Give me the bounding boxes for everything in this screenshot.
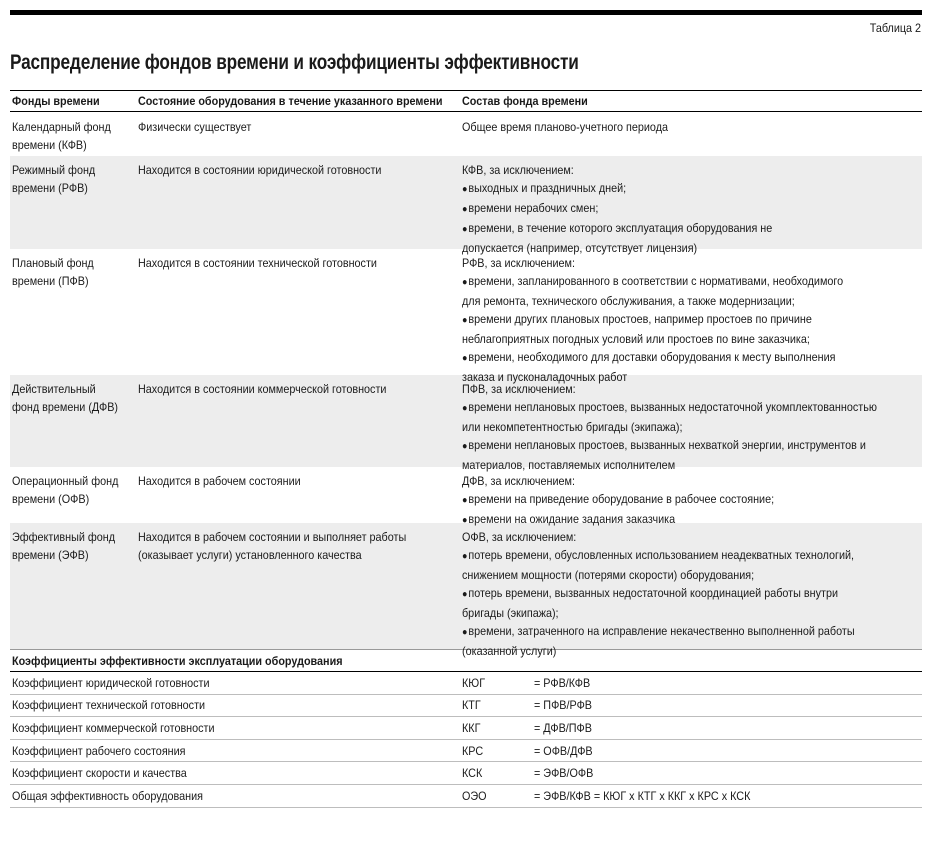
coefficient-abbr: КЮГ (462, 675, 486, 690)
bullet-icon: ● (462, 277, 468, 288)
fund-composition-line: КФВ, за исключением: (462, 163, 574, 177)
equipment-state (138, 472, 462, 490)
fund-composition-line: ●времени неплановых простоев, вызванных недостаточной укомплектованностью (462, 400, 877, 414)
coefficient-formula: = ЭФВ/КФВ = КЮГ х КТГ х ККГ х КРС х КСК (534, 788, 751, 803)
header-composition: Состав фонда времени (462, 94, 588, 108)
fund-composition-line: неблагоприятных погодных условий или простоев по вине заказчика; (462, 332, 810, 346)
header-funds: Фонды времени (12, 94, 100, 108)
bullet-icon: ● (462, 589, 468, 600)
table-row (10, 249, 922, 384)
bullet-icon: ● (462, 441, 468, 452)
fund-composition-line: ОФВ, за исключением: (462, 530, 577, 544)
coefficient-formula: = РФВ/КФВ (534, 675, 591, 690)
bullet-icon: ● (462, 353, 468, 364)
fund-name-line: Действительный (12, 382, 96, 396)
table-header (10, 90, 922, 112)
top-rule (10, 10, 922, 15)
fund-composition-line: ●времени нерабочих смен; (462, 201, 599, 215)
coefficient-name: Коэффициент коммерческой готовности (12, 720, 215, 735)
fund-composition-line: ДФВ, за исключением: (462, 474, 575, 488)
coefficient-row (10, 695, 922, 718)
table-row (10, 523, 922, 658)
fund-composition-line: ●потерь времени, вызванных недостаточной координацией работы внутри (462, 586, 838, 600)
coefficient-formula: = ДФВ/ПФВ (534, 720, 592, 735)
coefficient-abbr: ОЭО (462, 788, 487, 803)
fund-name (10, 528, 138, 564)
fund-composition-line: ●времени на ожидание задания заказчика (462, 512, 676, 526)
bullet-icon: ● (462, 515, 468, 526)
coefficients-title: Коэффициенты эффективности эксплуатации оборудования (10, 649, 922, 672)
table-row (10, 375, 922, 472)
header-state: Состояние оборудования в течение указанного времени (138, 94, 443, 108)
table-row (10, 112, 922, 156)
fund-name-line: времени (ЭФВ) (12, 548, 89, 562)
fund-name (10, 118, 138, 154)
equipment-state (138, 380, 462, 398)
fund-composition-line: ПФВ, за исключением: (462, 382, 576, 396)
equipment-state (138, 254, 462, 272)
fund-composition-line: Общее время планово-учетного периода (462, 120, 669, 134)
bullet-icon: ● (462, 551, 468, 562)
bullet-icon: ● (462, 495, 468, 506)
bullet-icon: ● (462, 184, 468, 195)
coefficient-formula: = ПФВ/РФВ (534, 698, 592, 713)
coefficient-row (10, 762, 922, 785)
fund-name (10, 161, 138, 197)
coefficient-row (10, 740, 922, 763)
fund-composition (462, 472, 922, 530)
fund-composition-line: допускается (например, отсутствует лицензия) (462, 241, 698, 255)
fund-composition (462, 380, 922, 474)
fund-composition (462, 528, 922, 660)
fund-composition-line: ●времени на приведение оборудование в рабочее состояние; (462, 492, 775, 506)
table-row (10, 156, 922, 255)
fund-composition-line: ●времени, необходимого для доставки оборудования к месту выполнения (462, 350, 836, 364)
equipment-state (138, 161, 462, 179)
coefficient-abbr: КСК (462, 766, 483, 781)
coefficient-row (10, 672, 922, 695)
fund-composition (462, 118, 922, 136)
fund-name-line: Режимный фонд (12, 163, 96, 177)
fund-name-line: Операционный фонд (12, 474, 119, 488)
coefficient-name: Коэффициент юридической готовности (12, 675, 210, 690)
fund-composition-line: для ремонта, технического обслуживания, а также модернизации; (462, 294, 795, 308)
fund-composition-line: бригады (экипажа); (462, 606, 559, 620)
bullet-icon: ● (462, 224, 468, 235)
equipment-state-line: Физически существует (138, 120, 252, 134)
fund-name-line: Плановый фонд (12, 256, 94, 270)
fund-composition-line: ●времени, затраченного на исправление некачественно выполненной работы (462, 624, 855, 638)
fund-composition-line: снижением мощности (потерями скорости) оборудования; (462, 568, 755, 582)
fund-composition-line: или некомпетентностью бригады (экипажа); (462, 420, 683, 434)
fund-composition-line: ●выходных и праздничных дней; (462, 181, 627, 195)
fund-composition-line: РФВ, за исключением: (462, 256, 575, 270)
coefficient-abbr: КТГ (462, 698, 481, 713)
fund-name-line: фонд времени (ДФВ) (12, 400, 119, 414)
funds-table (10, 90, 922, 808)
fund-name-line: Календарный фонд (12, 120, 111, 134)
fund-name (10, 380, 138, 416)
fund-composition-line: ●времени, в течение которого эксплуатация оборудования не (462, 221, 773, 235)
coefficient-name: Коэффициент технической готовности (12, 698, 206, 713)
equipment-state-line: Находится в состоянии технической готовности (138, 256, 377, 270)
equipment-state-line: (оказывает услуги) установленного качества (138, 548, 362, 562)
equipment-state (138, 528, 462, 564)
equipment-state (138, 118, 462, 136)
fund-composition-line: ●потерь времени, обусловленных использованием неадекватных технологий, (462, 548, 855, 562)
bullet-icon: ● (462, 627, 468, 638)
table-number: Таблица 2 (869, 21, 921, 35)
fund-name-line: времени (РФВ) (12, 181, 88, 195)
equipment-state-line: Находится в рабочем состоянии и выполняет работы (138, 530, 407, 544)
fund-composition-line: заказа и пусконаладочных работ (462, 370, 628, 384)
coefficient-name: Коэффициент рабочего состояния (12, 743, 186, 758)
equipment-state-line: Находится в рабочем состоянии (138, 474, 301, 488)
fund-name-line: времени (ПФВ) (12, 274, 89, 288)
fund-composition-line: ●времени неплановых простоев, вызванных нехваткой энергии, инструментов и (462, 438, 866, 452)
table-row (10, 467, 922, 526)
fund-composition (462, 161, 922, 257)
table-title: Распределение фондов времени и коэффициенты эффективности (10, 51, 579, 74)
coefficient-abbr: КРС (462, 743, 484, 758)
coefficient-row (10, 785, 922, 808)
equipment-state-line: Находится в состоянии юридической готовности (138, 163, 382, 177)
coefficient-name: Коэффициент скорости и качества (12, 766, 187, 781)
bullet-icon: ● (462, 403, 468, 414)
fund-name-line: Эффективный фонд (12, 530, 116, 544)
fund-name (10, 254, 138, 290)
coefficient-name: Общая эффективность оборудования (12, 788, 204, 803)
fund-name (10, 472, 138, 508)
fund-name-line: времени (КФВ) (12, 138, 87, 152)
fund-composition-line: материалов, поставляемых исполнителем (462, 458, 676, 472)
coefficient-formula: = ОФВ/ДФВ (534, 743, 593, 758)
coefficient-formula: = ЭФВ/ОФВ (534, 766, 594, 781)
bullet-icon: ● (462, 315, 468, 326)
fund-composition-line: ●времени, запланированного в соответствии с нормативами, необходимого (462, 274, 844, 288)
fund-composition-line: (оказанной услуги) (462, 644, 557, 658)
equipment-state-line: Находится в состоянии коммерческой готовности (138, 382, 387, 396)
fund-composition-line: ●времени других плановых простоев, например простоев по причине (462, 312, 812, 326)
coefficient-row (10, 717, 922, 740)
coefficient-abbr: ККГ (462, 720, 481, 735)
fund-name-line: времени (ОФВ) (12, 492, 90, 506)
fund-composition (462, 254, 922, 386)
bullet-icon: ● (462, 204, 468, 215)
